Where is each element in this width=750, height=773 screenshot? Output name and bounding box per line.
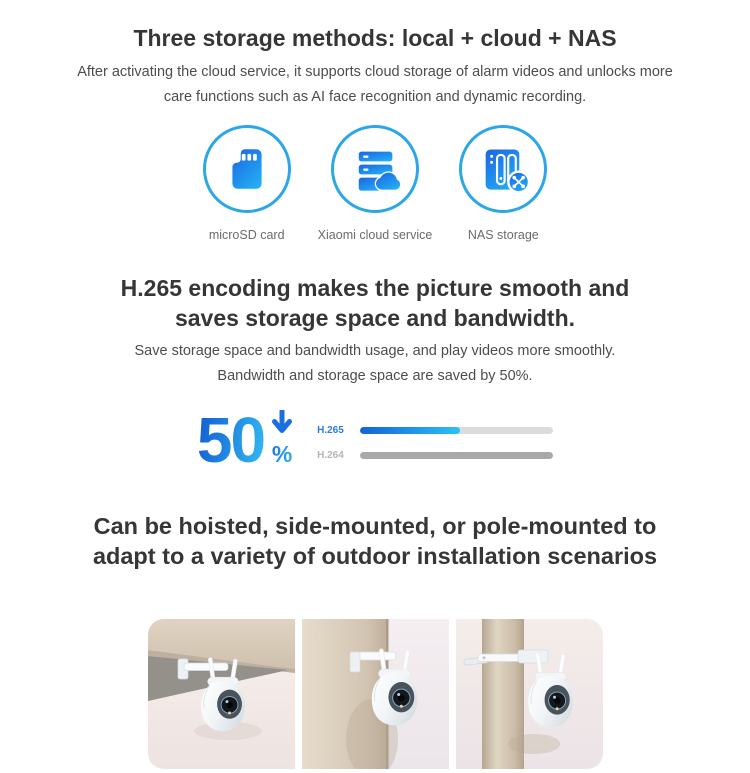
nas-storage-icon — [459, 125, 547, 213]
mounting-scenes-row — [148, 619, 603, 769]
h264-label: H.264 — [317, 449, 344, 461]
side-mounted-camera-image — [302, 619, 449, 769]
encoding-title — [0, 273, 750, 333]
savings-percent-sign: % — [271, 441, 293, 467]
method-microsd — [203, 125, 291, 242]
savings-graphic — [0, 404, 750, 482]
codec-bars — [317, 425, 553, 460]
h264-bar-row — [317, 450, 553, 460]
cloud-server-icon — [331, 125, 419, 213]
method-label-microsd: microSD card — [208, 228, 285, 242]
method-cloud — [318, 125, 433, 242]
down-arrow-icon — [271, 410, 293, 436]
h265-bar-fill — [360, 427, 460, 434]
encoding-subtitle-line2: Bandwidth and storage space are saved by 50%. — [217, 368, 533, 384]
encoding-title-line2: saves storage space and bandwidth. — [174, 305, 576, 331]
savings-unit-column — [267, 410, 297, 465]
storage-subtitle-line1: After activating the cloud service, it supports cloud storage of alarm videos and unlocks more — [77, 64, 673, 80]
storage-methods-row — [0, 125, 750, 242]
microsd-card-icon — [203, 125, 291, 213]
h265-bar-row — [317, 425, 553, 435]
encoding-subtitle-line1: Save storage space and bandwidth usage, and play videos more smoothly. — [134, 343, 616, 359]
mounting-title — [0, 511, 750, 571]
storage-title: Three storage methods: local + cloud + NAS — [133, 25, 617, 51]
storage-subtitle-line2: care functions such as AI face recognition and dynamic recording. — [163, 89, 587, 105]
storage-subtitle — [0, 60, 750, 110]
method-label-nas: NAS storage — [467, 228, 539, 242]
h265-label: H.265 — [317, 424, 344, 436]
method-nas — [459, 125, 547, 242]
encoding-subtitle — [0, 339, 750, 389]
encoding-title-line1: H.265 encoding makes the picture smooth and — [120, 275, 630, 301]
mounting-title-line2: adapt to a variety of outdoor installation scenarios — [92, 543, 658, 569]
page-root — [0, 23, 750, 773]
mounting-title-line1: Can be hoisted, side-mounted, or pole-mounted to — [93, 513, 657, 539]
h265-bar-track — [360, 427, 553, 434]
h264-bar-track — [360, 452, 553, 459]
h264-bar-fill — [360, 452, 553, 459]
method-label-cloud: Xiaomi cloud service — [317, 228, 433, 242]
savings-value: 50 — [196, 404, 265, 476]
pole-mounted-camera-image — [456, 619, 603, 769]
hoisted-camera-image — [148, 619, 295, 769]
